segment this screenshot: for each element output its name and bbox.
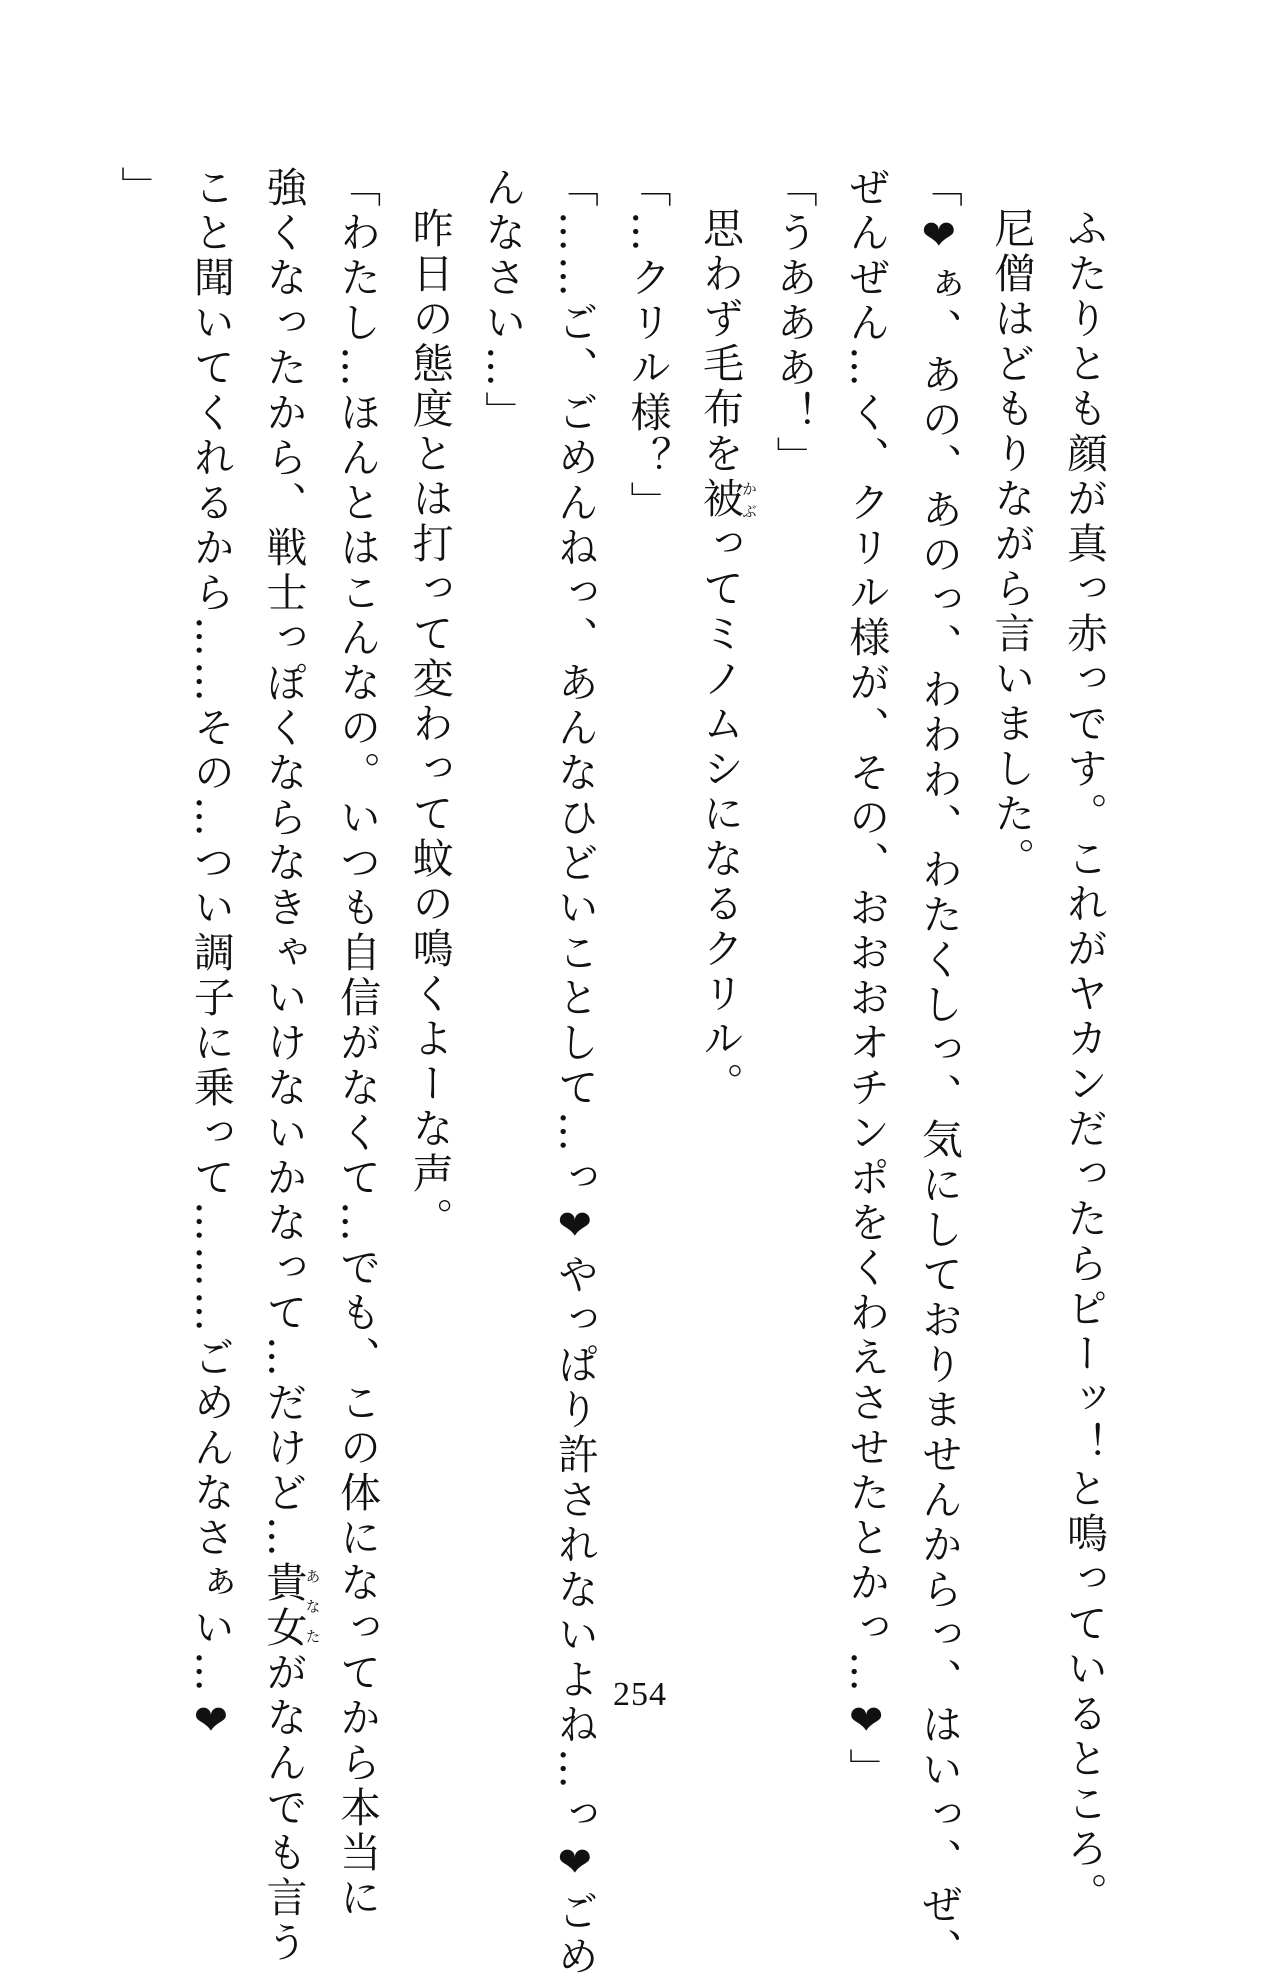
ruby-kabu: [696, 477, 759, 522]
text-line-14: 」: [114, 166, 163, 211]
text-line-12-end: がなんでも言う: [259, 1651, 308, 1966]
ruby-kabu-base: 被: [696, 477, 745, 522]
text-line-10: 昨日の態度とは打って変わって蚊の鳴くよーな声。: [405, 207, 454, 1242]
text-line-8: 「……ご、ごめんねっ、あんなひどいことして…っ❤やっぱり許されないよね…っ❤ごめ: [550, 166, 599, 1980]
text-line-13: こと聞いてくれるから……その…つい調子に乗って………ごめんなさぁい…❤: [186, 166, 235, 1748]
text-line-4: ぜんぜん…く、クリル様が、その、おおおオチンポをくわえさせたとかっ…❤」: [842, 166, 891, 1793]
ruby-anata-reading: あなた: [303, 1561, 322, 1651]
ruby-anata: [259, 1561, 322, 1651]
ruby-kabu-reading: かぶ: [740, 477, 759, 522]
text-line-1: ふたりとも顔が真っ赤っです。これがヤカンだったらピーッ！と鳴っているところ。: [1060, 207, 1108, 1917]
text-line-2: 尼僧はどもりながら言いました。: [987, 207, 1036, 882]
text-line-7: 「…クリル様？」: [623, 166, 672, 526]
text-line-12-start: 強くなったから、戦士っぽくならなきゃいけないかなって…だけど…: [259, 166, 308, 1561]
text-line-6-end: ってミノムシになるクリル。: [696, 522, 745, 1107]
ruby-anata-base: 貴女: [259, 1561, 308, 1651]
text-line-3: 「❤ぁ、あの、あのっ、わわわ、わたくしっ、気にしておりませんからっ、はいっ、ぜ、: [914, 166, 963, 1973]
page-number: 254: [613, 1676, 667, 1713]
text-line-12: [247, 166, 322, 1966]
text-line-6-start: 思わず毛布を: [696, 207, 745, 477]
text-line-6: [683, 166, 757, 1646]
text-line-11: 「わたし…ほんとはこんなの。いつも自信がなくて…でも、この体になってから本当に: [333, 166, 382, 1921]
text-line-9: んなさい…」: [478, 166, 527, 436]
text-line-5: 「うあああ！」: [769, 166, 818, 481]
